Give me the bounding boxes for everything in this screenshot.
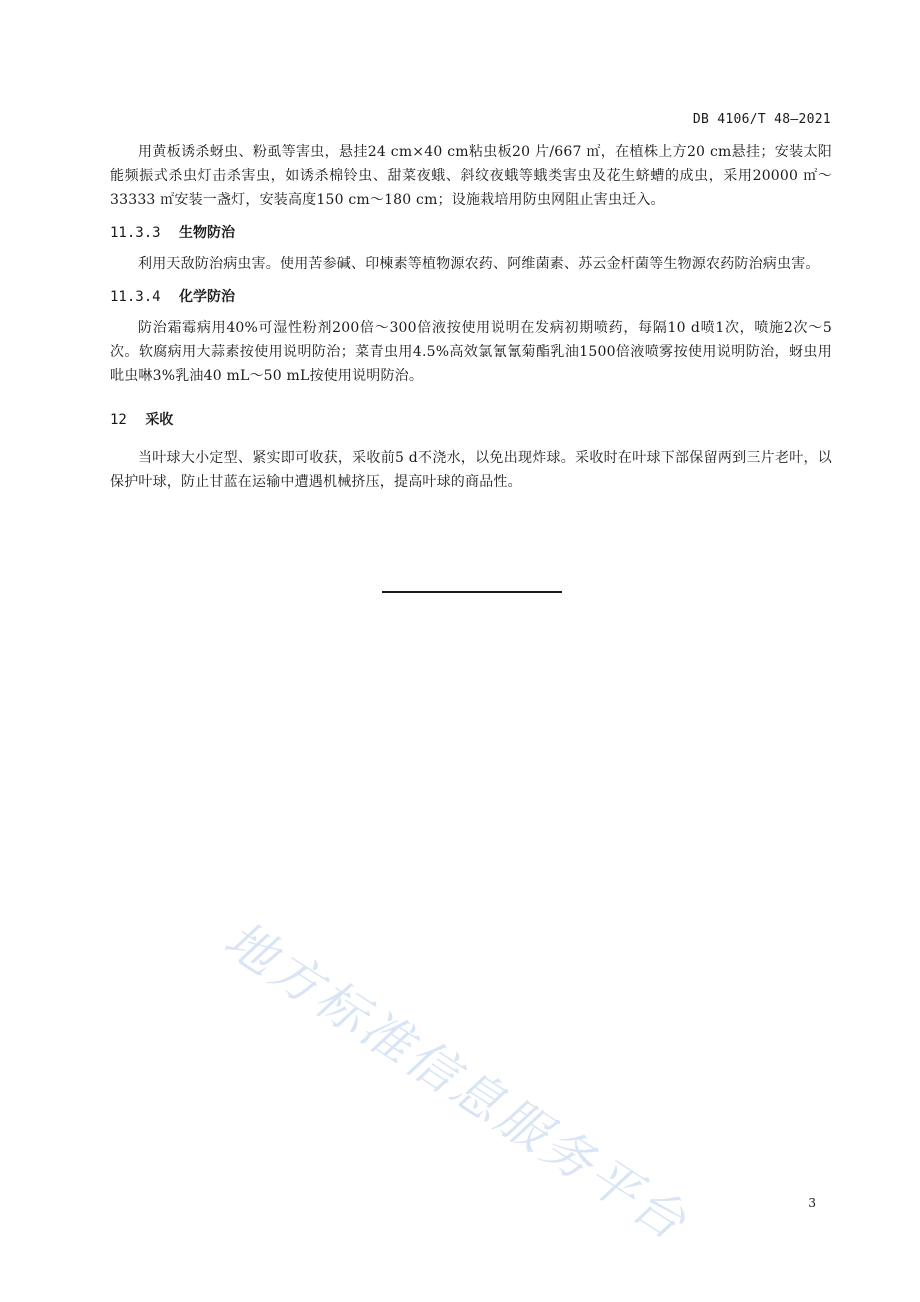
- paragraph-harvest: 当叶球大小定型、紧实即可收获，采收前5 d不浇水，以免出现炸球。采收时在叶球下部保留两到三片老叶，以保护叶球，防止甘蓝在运输中遭遇机械挤压，提高叶球的商品性。: [110, 450, 832, 490]
- document-body: [110, 140, 832, 494]
- section-title: 生物防治: [179, 225, 236, 241]
- section-number: 11.3.3: [110, 225, 161, 241]
- section-heading-11-3-4: [110, 285, 832, 309]
- section-heading-12: [110, 408, 832, 432]
- section-title: 采收: [145, 412, 174, 428]
- paragraph-chemical-control: 防治霜霉病用40%可湿性粉剂200倍～300倍液按使用说明在发病初期喷药，每隔10 d喷1次，喷施2次～5 次。软腐病用大蒜素按使用说明防治；菜青虫用4.5%高效氯氰氰菊酯乳油1500倍液喷雾按使用说明防治，蚜虫用吡虫啉3%乳油40 mL～50 mL按使用说明防治。: [110, 320, 832, 384]
- page-number: 3: [808, 1196, 816, 1210]
- section-title: 化学防治: [179, 289, 236, 305]
- document-code: DB 4106/T 48—2021: [692, 112, 831, 127]
- paragraph-biological-control: 利用天敌防治病虫害。使用苦参碱、印楝素等植物源农药、阿维菌素、苏云金杆菌等生物源农药防治病虫害。: [138, 256, 820, 272]
- watermark: 地方标准信息服务平台: [214, 910, 699, 1253]
- section-heading-11-3-3: [110, 221, 832, 245]
- section-number: 12: [110, 412, 127, 428]
- section-number: 11.3.4: [110, 289, 161, 305]
- end-of-document-rule: [382, 591, 562, 593]
- paragraph-physical-control: 用黄板诱杀蚜虫、粉虱等害虫，悬挂24 cm×40 cm粘虫板20 片/667 ㎡，在植株上方20 cm悬挂；安装太阳能频振式杀虫灯击杀害虫，如诱杀棉铃虫、甜菜夜蛾、斜纹夜蛾等蛾类害虫及花生蛴螬的成虫，采用20000 ㎡～33333 ㎡安装一盏灯，安装高度150 cm～180 cm；设施栽培用防虫网阻止害虫迁入。: [110, 144, 832, 208]
